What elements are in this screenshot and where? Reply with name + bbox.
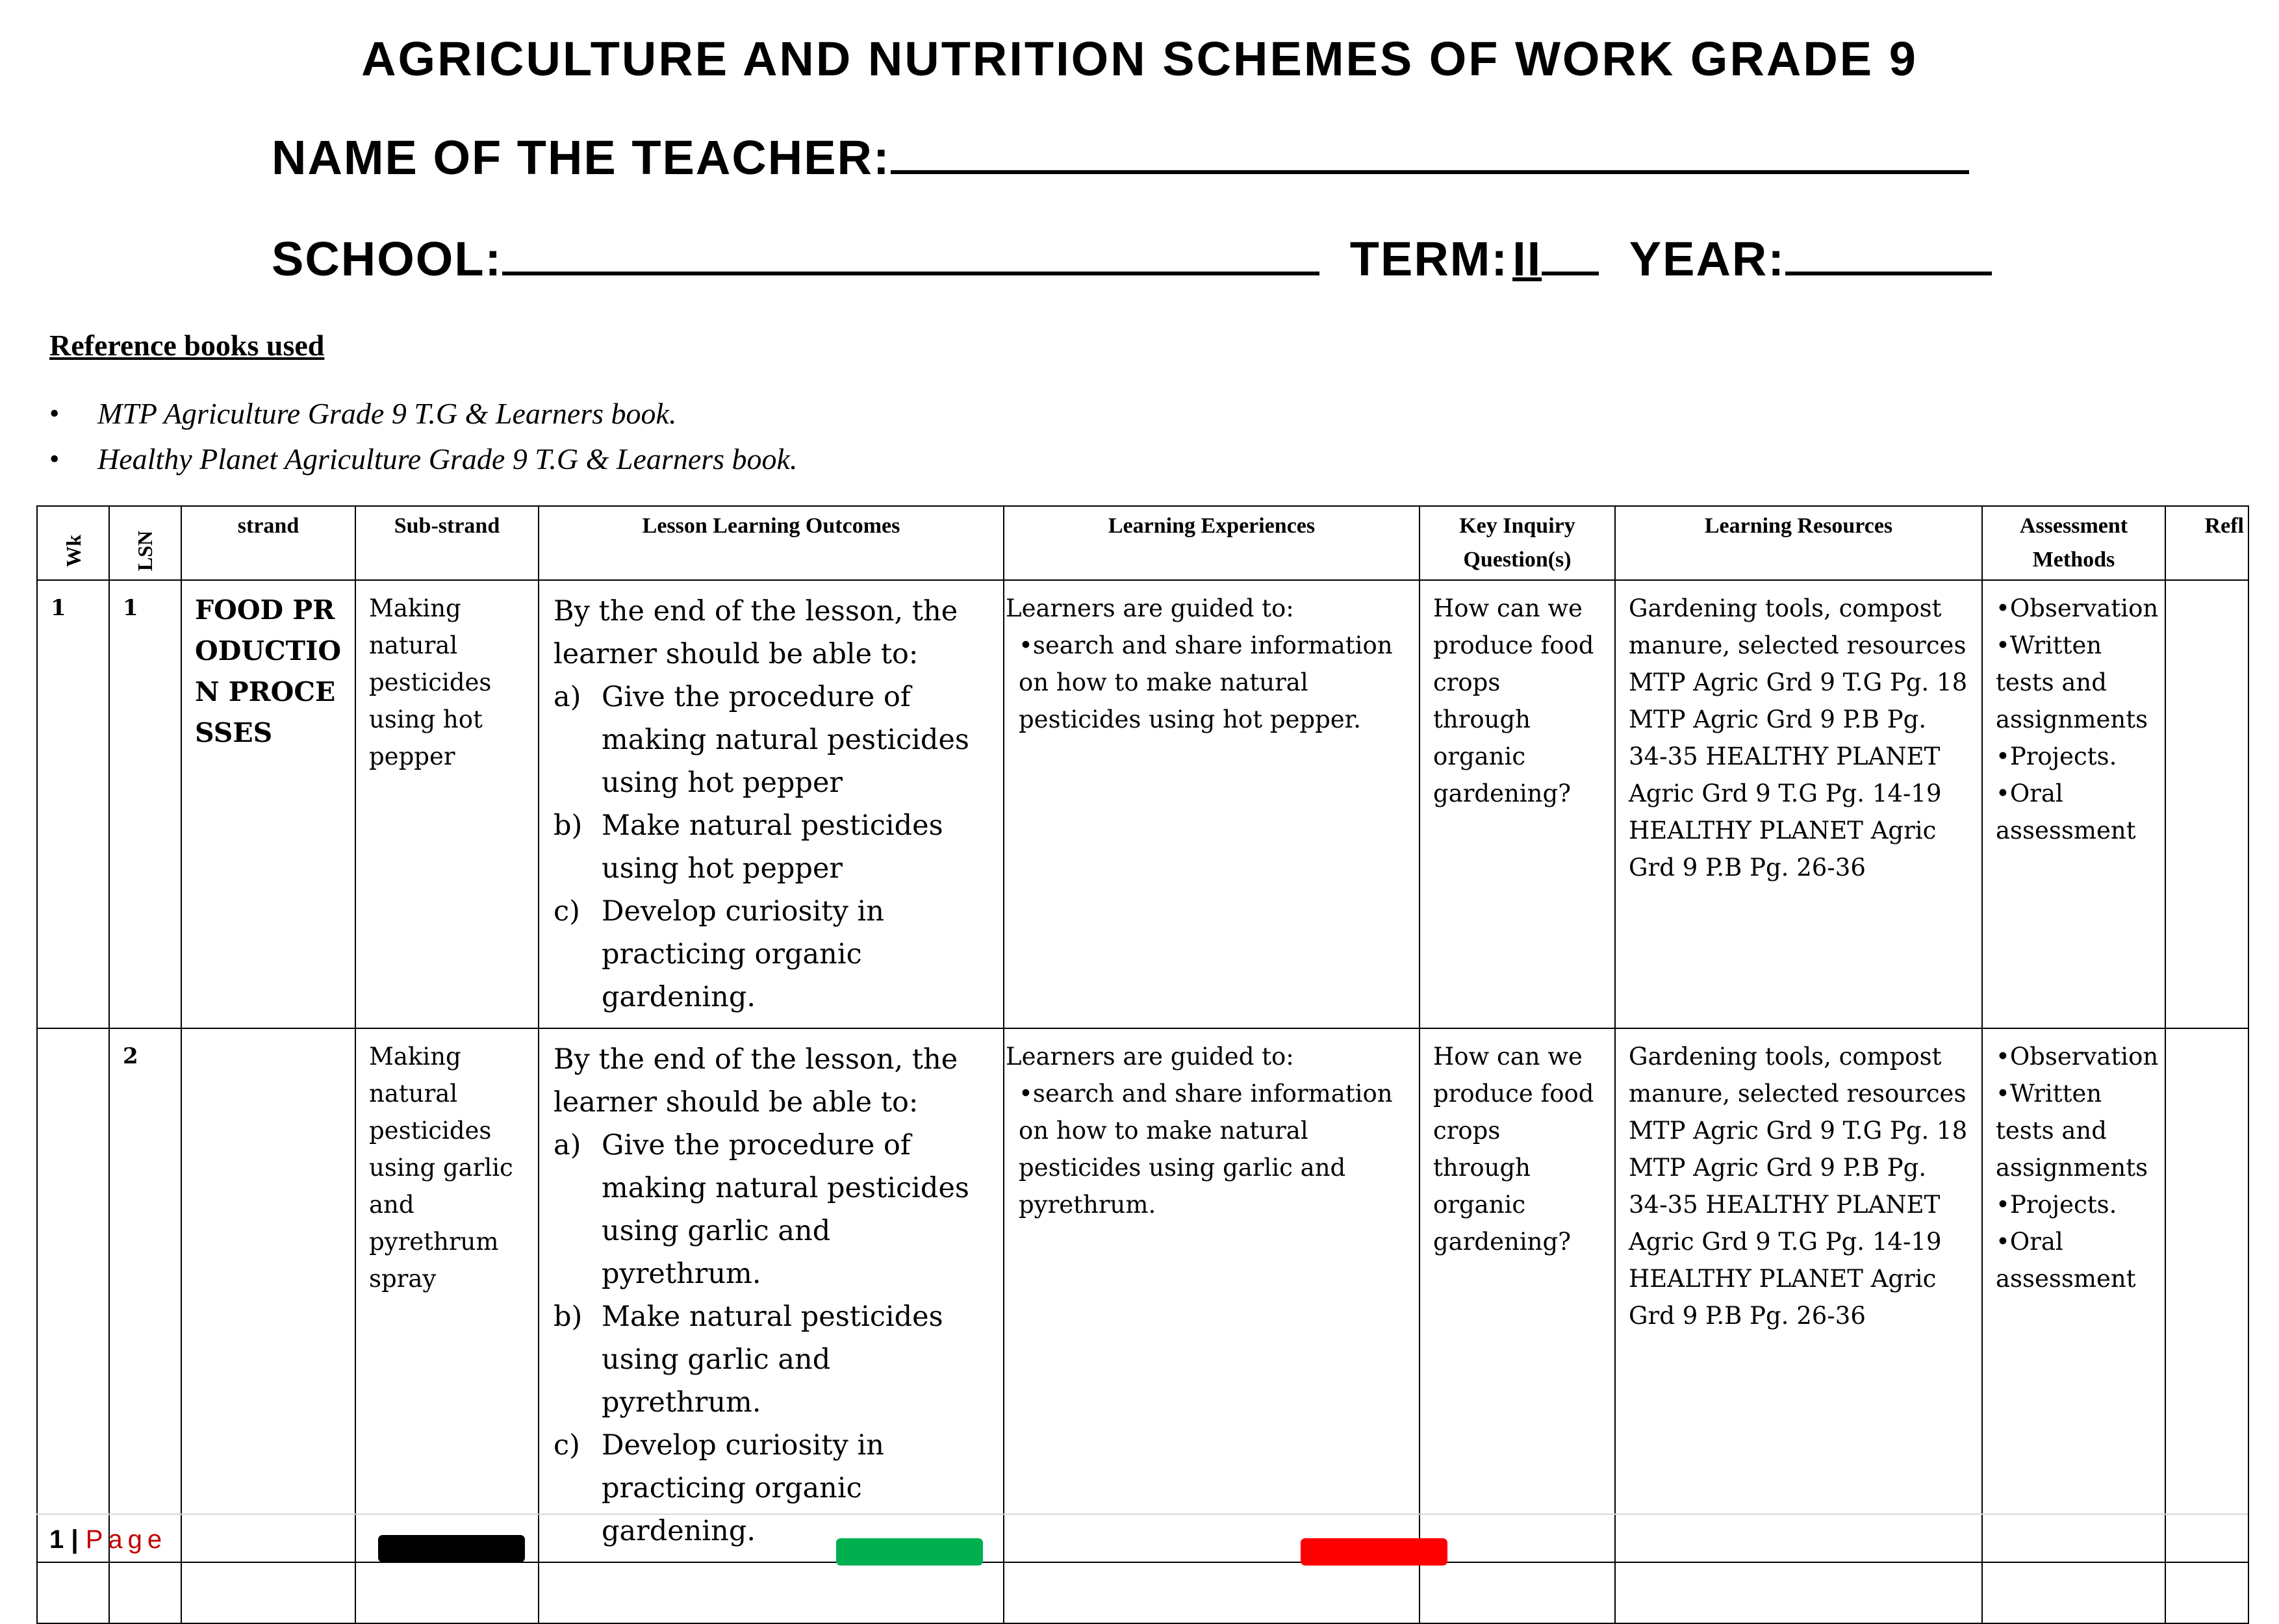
empty-cell[interactable] [2165,1562,2248,1623]
assessment-item: • Projects. [1996,1186,2152,1223]
empty-cell[interactable] [109,1562,181,1623]
cell-assessment [1982,580,2165,1028]
page-label: Page [85,1525,168,1554]
experience-item: • search and share information on how to make natural pesticides using garlic and pyrethrum. [1019,1075,1406,1223]
col-header-lsn: LSN [109,506,181,580]
cell-lsn: 1 [109,580,181,1028]
cell-substrand: Making natural pesticides using garlic and pyrethrum spray [355,1028,539,1562]
experience-item: • search and share information on how to make natural pesticides using hot pepper. [1019,627,1406,738]
outcome-item: a) Give the procedure of making natural pesticides using garlic and pyrethrum. [554,1129,969,1290]
school-term-year-line [272,231,1992,286]
col-header-wk: Wk [37,506,109,580]
footer-divider [36,1514,2248,1515]
col-header-experiences: Learning Experiences [1004,506,1420,580]
red-color-bar [1301,1538,1447,1566]
cell-experiences [1004,580,1420,1028]
cell-lsn: 2 [109,1028,181,1562]
reference-book-item: • Healthy Planet Agriculture Grade 9 T.G & Learners book. [49,437,797,482]
cell-resources: Gardening tools, compost manure, selected resources MTP Agric Grd 9 T.G Pg. 18 MTP Agric Grd 9 P.B Pg. 34-35 HEALTHY PLANET Agric Grd 9 T.G Pg. 14-19 HEALTHY PLANET Agric Grd 9 P.B Pg. 26-36 [1615,1028,1982,1562]
empty-cell[interactable] [181,1562,355,1623]
term-label: TERM: [1349,232,1509,286]
col-header-assessment: Assessment Methods [1982,506,2165,580]
schemes-table [36,505,2249,1624]
cell-refl[interactable] [2165,1028,2248,1562]
assessment-item: • Written tests and assignments [1996,627,2152,738]
empty-cell[interactable] [1982,1562,2165,1623]
cell-wk: 1 [37,580,109,1028]
col-header-outcomes: Lesson Learning Outcomes [539,506,1004,580]
cell-outcomes [539,580,1004,1028]
outcomes-list [554,676,997,1019]
assessment-item: • Written tests and assignments [1996,1075,2152,1186]
table-row [37,1028,2248,1562]
year-blank[interactable] [1785,234,1992,275]
col-header-substrand: Sub-strand [355,506,539,580]
term-value: II [1512,232,1542,286]
experiences-intro: Learners are guided to: [1006,594,1294,622]
reference-books-heading: Reference books used [49,329,325,362]
black-color-bar [378,1535,525,1562]
empty-cell[interactable] [539,1562,1004,1623]
outcome-item: c) Develop curiosity in practicing organic gardening. [554,1429,884,1547]
teacher-name-line [272,130,1969,185]
cell-experiences [1004,1028,1420,1562]
cell-assessment [1982,1028,2165,1562]
page-footer [49,1525,167,1554]
assessment-item: • Oral assessment [1996,1223,2152,1297]
empty-cell[interactable] [1004,1562,1420,1623]
cell-strand: FOOD PRODUCTION PROCESSES [181,580,355,1028]
experiences-intro: Learners are guided to: [1006,1043,1294,1071]
empty-cell[interactable] [1420,1562,1615,1623]
school-blank[interactable] [502,234,1319,275]
outcome-item: b) Make natural pesticides using garlic and pyrethrum. [554,1300,943,1419]
teacher-name-blank[interactable] [891,133,1969,174]
assessment-item: • Observation [1996,590,2152,627]
table-row-empty [37,1562,2248,1623]
cell-wk [37,1028,109,1562]
outcome-item: b) Make natural pesticides using hot pepper [554,809,943,885]
col-header-resources: Learning Resources [1615,506,1982,580]
teacher-label: NAME OF THE TEACHER: [272,131,891,184]
empty-cell[interactable] [1615,1562,1982,1623]
table-header-row [37,506,2248,580]
reference-book-item: • MTP Agriculture Grade 9 T.G & Learners book. [49,391,797,437]
outcome-item: a) Give the procedure of making natural pesticides using hot pepper [554,681,969,799]
page-number: 1 [49,1525,64,1554]
page-separator: | [71,1525,79,1554]
outcomes-list [554,1124,997,1553]
year-label: YEAR: [1629,232,1785,286]
document-title: AGRICULTURE AND NUTRITION SCHEMES OF WORK GRADE 9 [361,32,1918,86]
outcome-item: c) Develop curiosity in practicing organic gardening. [554,895,884,1013]
outcomes-intro: By the end of the lesson, the learner should be able to: [554,595,958,670]
empty-cell[interactable] [37,1562,109,1623]
green-color-bar [836,1538,983,1566]
cell-inquiry: How can we produce food crops through organic gardening? [1420,1028,1615,1562]
cell-refl[interactable] [2165,580,2248,1028]
col-header-inquiry: Key Inquiry Question(s) [1420,506,1615,580]
table-row [37,580,2248,1028]
assessment-item: • Oral assessment [1996,775,2152,849]
col-header-strand: strand [181,506,355,580]
cell-resources: Gardening tools, compost manure, selected resources MTP Agric Grd 9 T.G Pg. 18 MTP Agric Grd 9 P.B Pg. 34-35 HEALTHY PLANET Agric Grd 9 T.G Pg. 14-19 HEALTHY PLANET Agric Grd 9 P.B Pg. 26-36 [1615,580,1982,1028]
outcomes-intro: By the end of the lesson, the learner should be able to: [554,1043,958,1119]
cell-inquiry: How can we produce food crops through organic gardening? [1420,580,1615,1028]
cell-substrand: Making natural pesticides using hot pepper [355,580,539,1028]
cell-outcomes [539,1028,1004,1562]
reference-books-list [49,391,797,482]
school-label: SCHOOL: [272,232,503,286]
term-blank[interactable] [1542,234,1599,275]
empty-cell[interactable] [355,1562,539,1623]
cell-strand [181,1028,355,1562]
col-header-refl: Refl [2165,506,2248,580]
assessment-item: • Observation [1996,1038,2152,1075]
assessment-item: • Projects. [1996,738,2152,775]
